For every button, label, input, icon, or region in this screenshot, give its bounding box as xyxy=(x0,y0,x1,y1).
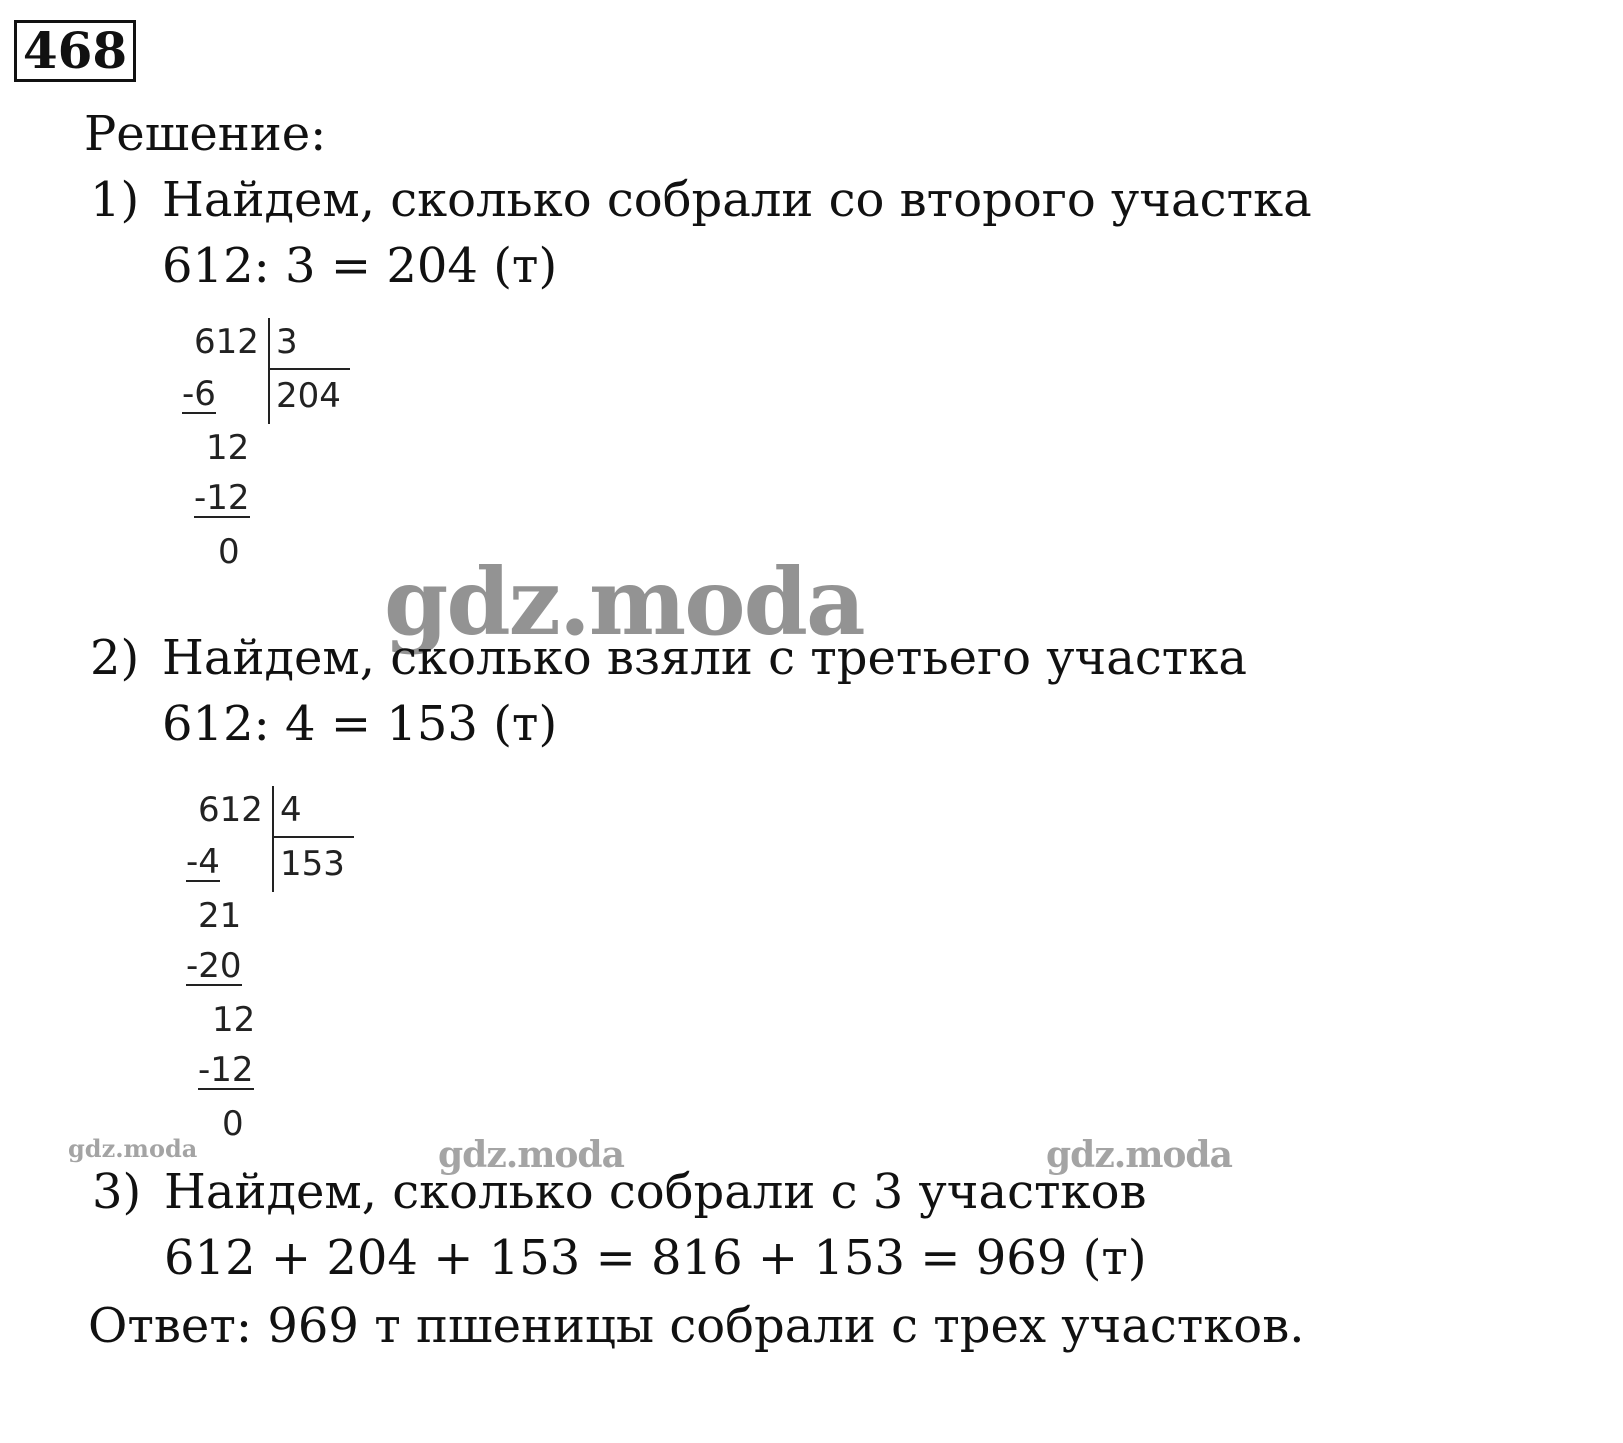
division-1-vertical-bar xyxy=(268,318,270,424)
division-1-row: -12 xyxy=(194,478,250,518)
division-1-row: -6 xyxy=(182,374,216,414)
division-1-divisor: 3 xyxy=(276,322,298,362)
division-1-row: 0 xyxy=(218,532,240,572)
division-1-dividend: 612 xyxy=(194,322,259,362)
step-2-equation: 612: 4 = 153 (т) xyxy=(162,696,558,752)
division-2-quotient: 153 xyxy=(280,844,345,884)
step-1-marker: 1) xyxy=(90,172,140,228)
division-2-vertical-bar xyxy=(272,786,274,892)
division-2-row: 0 xyxy=(222,1104,244,1144)
division-1-quotient-bar xyxy=(270,368,350,370)
answer-text: Ответ: 969 т пшеницы собрали с трех участков. xyxy=(88,1298,1305,1354)
division-2-dividend: 612 xyxy=(198,790,263,830)
step-3-marker: 3) xyxy=(92,1164,142,1220)
division-2-row: -20 xyxy=(186,946,242,986)
step-1-equation: 612: 3 = 204 (т) xyxy=(162,238,558,294)
division-2-divisor: 4 xyxy=(280,790,302,830)
division-2-row: -4 xyxy=(186,842,220,882)
watermark-medium: gdz.moda xyxy=(438,1134,624,1176)
division-1-quotient: 204 xyxy=(276,376,341,416)
division-2-row: 21 xyxy=(198,896,242,936)
step-1-text: Найдем, сколько собрали со второго участка xyxy=(162,172,1312,228)
watermark-large: gdz.moda xyxy=(384,548,864,656)
step-2-marker: 2) xyxy=(90,630,140,686)
step-3-equation: 612 + 204 + 153 = 816 + 153 = 969 (т) xyxy=(164,1230,1147,1286)
division-2-quotient-bar xyxy=(274,836,354,838)
step-3-text: Найдем, сколько собрали с 3 участков xyxy=(164,1164,1147,1220)
problem-number: 468 xyxy=(14,20,136,82)
division-1-row: 12 xyxy=(206,428,250,468)
watermark-medium: gdz.moda xyxy=(1046,1134,1232,1176)
watermark-small: gdz.moda xyxy=(68,1134,198,1163)
division-2-row: -12 xyxy=(198,1050,254,1090)
step-2-text: Найдем, сколько взяли с третьего участка xyxy=(162,630,1247,686)
solution-label: Решение: xyxy=(84,106,327,162)
division-2-row: 12 xyxy=(212,1000,256,1040)
